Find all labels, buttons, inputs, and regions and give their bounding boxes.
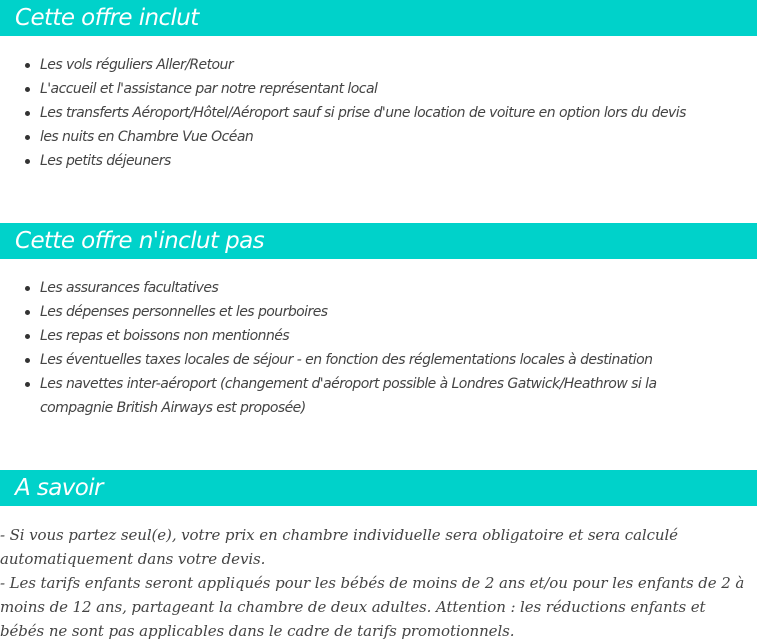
to-know-text: [0, 523, 750, 643]
to-know-paragraph: - Si vous partez seul(e), votre prix en chambre individuelle sera obligatoire et sera calculé automatiquement dans votre devis.: [0, 526, 678, 568]
included-item: Les petits déjeuners: [40, 149, 758, 173]
included-item: les nuits en Chambre Vue Océan: [40, 125, 758, 149]
not-included-item: Les dépenses personnelles et les pourboires: [40, 300, 730, 324]
to-know-section-header: A savoir: [0, 470, 757, 506]
included-item: Les vols réguliers Aller/Retour: [40, 53, 758, 77]
included-items-list: [0, 53, 758, 173]
to-know-paragraph: - Les tarifs enfants seront appliqués pour les bébés de moins de 2 ans et/ou pour les enfants de 2 à moins de 12 ans, partageant la chambre de deux adultes. Attention : les réductions enfants et bébés ne sont pas applicables dans le cadre de tarifs promotionnels.: [0, 574, 745, 640]
included-item: Les transferts Aéroport/Hôtel/Aéroport sauf si prise d'une location de voiture en option lors du devis: [40, 101, 758, 125]
not-included-item: Les éventuelles taxes locales de séjour - en fonction des réglementations locales à destination: [40, 348, 730, 372]
not-included-item: Les assurances facultatives: [40, 276, 730, 300]
not-included-item: Les navettes inter-aéroport (changement d'aéroport possible à Londres Gatwick/Heathrow si la compagnie British Airways est proposée): [40, 372, 730, 420]
not-included-section-header: Cette offre n'inclut pas: [0, 223, 757, 259]
included-item: L'accueil et l'assistance par notre représentant local: [40, 77, 758, 101]
included-section-header: Cette offre inclut: [0, 0, 757, 36]
not-included-item: Les repas et boissons non mentionnés: [40, 324, 730, 348]
not-included-items-list: [0, 276, 730, 420]
